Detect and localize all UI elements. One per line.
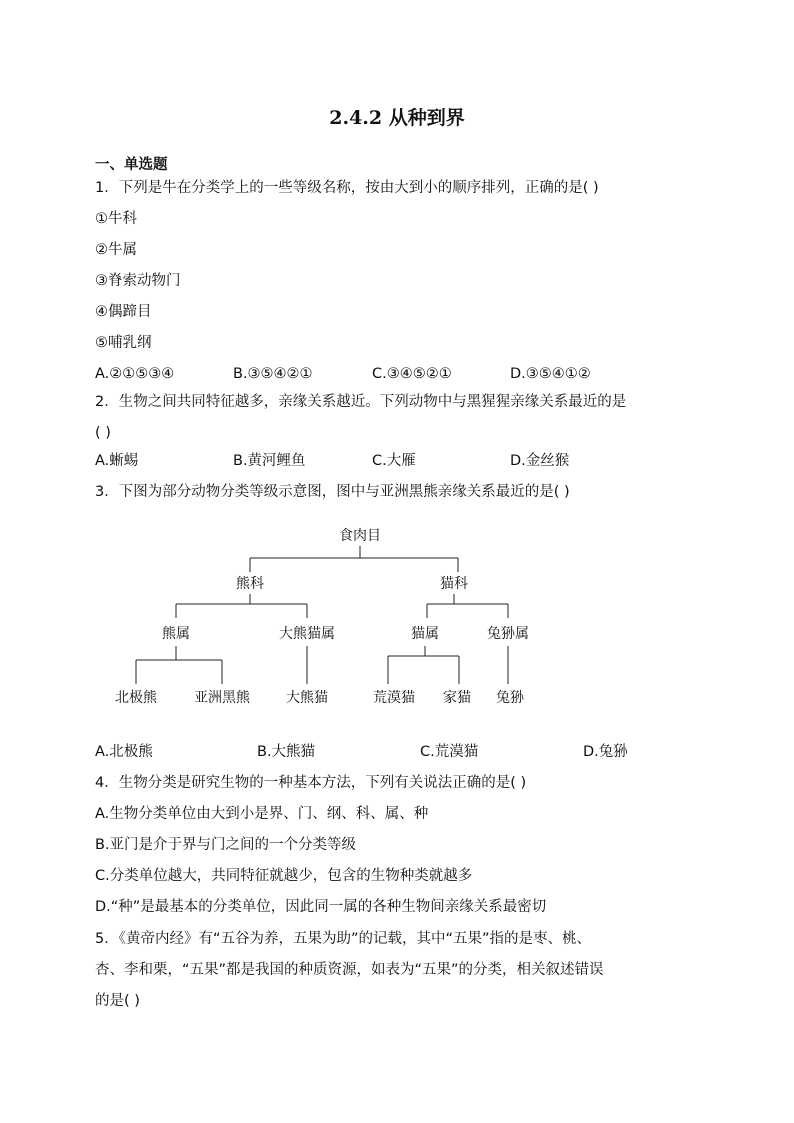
tree-species-giant-panda: 大熊猫: [286, 690, 328, 706]
q4-option-d[interactable]: D.“种”是最基本的分类单位，因此同一属的各种生物间亲缘关系最密切: [95, 899, 547, 915]
tree-family-bear: 熊科: [236, 576, 264, 592]
tree-genus-felis: 猫属: [411, 626, 439, 642]
tree-genus-ursus: 熊属: [162, 626, 190, 642]
q3-option-b[interactable]: B.大熊猫: [257, 744, 316, 760]
q4-stem: 4．生物分类是研究生物的一种基本方法，下列有关说法正确的是( ): [95, 775, 527, 791]
classification-tree-diagram: [0, 520, 794, 720]
q1-option-c[interactable]: C.③④⑤②①: [372, 366, 452, 382]
q1-option-a[interactable]: A.②①⑤③④: [95, 366, 175, 382]
q1-item: ②牛属: [95, 242, 137, 258]
tree-species-asian-black-bear: 亚洲黑熊: [194, 690, 250, 706]
q1-option-b[interactable]: B.③⑤④②①: [233, 366, 313, 382]
tree-species-polar-bear: 北极熊: [115, 690, 157, 706]
q1-stem: 1．下列是牛在分类学上的一些等级名称，按由大到小的顺序排列，正确的是( ): [95, 180, 599, 196]
q2-option-b[interactable]: B.黄河鲤鱼: [233, 453, 306, 469]
q4-option-b[interactable]: B.亚门是介于界与门之间的一个分类等级: [95, 837, 357, 853]
q1-item: ①牛科: [95, 211, 137, 227]
q3-stem: 3．下图为部分动物分类等级示意图，图中与亚洲黑熊亲缘关系最近的是( ): [95, 484, 570, 500]
q1-item: ④偶蹄目: [95, 304, 152, 320]
tree-genus-otocolobus: 兔狲属: [487, 626, 529, 642]
q3-option-d[interactable]: D.兔狲: [583, 744, 628, 760]
q4-option-a[interactable]: A.生物分类单位由大到小是界、门、纲、科、属、种: [95, 806, 429, 822]
q2-option-d[interactable]: D.金丝猴: [510, 453, 570, 469]
tree-family-cat: 猫科: [440, 576, 468, 592]
section-heading: 一、单选题: [95, 157, 168, 173]
q1-item: ⑤哺乳纲: [95, 335, 152, 351]
q2-stem-cont: ( ): [95, 425, 111, 441]
q1-option-d[interactable]: D.③⑤④①②: [510, 366, 591, 382]
q5-stem-line2: 杏、李和栗，“五果”都是我国的种质资源，如表为“五果”的分类，相关叙述错误: [95, 962, 604, 978]
q1-item: ③脊索动物门: [95, 273, 181, 289]
q3-option-a[interactable]: A.北极熊: [95, 744, 153, 760]
q2-stem: 2．生物之间共同特征越多，亲缘关系越近。下列动物中与黑猩猩亲缘关系最近的是: [95, 394, 627, 410]
tree-species-manul: 兔狲: [496, 690, 524, 706]
q5-stem-line1: 5．《黄帝内经》有“五谷为养，五果为助”的记载，其中“五果”指的是枣、桃、: [95, 931, 592, 947]
tree-species-domestic-cat: 家猫: [443, 690, 471, 706]
q4-option-c[interactable]: C.分类单位越大，共同特征就越少，包含的生物种类就越多: [95, 868, 473, 884]
q2-option-c[interactable]: C.大雁: [372, 453, 416, 469]
tree-species-desert-cat: 荒漠猫: [373, 690, 415, 706]
q5-stem-line3: 的是( ): [95, 993, 140, 1009]
tree-genus-panda: 大熊猫属: [279, 626, 335, 642]
tree-root: 食肉目: [339, 528, 381, 544]
q3-option-c[interactable]: C.荒漠猫: [420, 744, 479, 760]
page-title: 2.4.2 从种到界: [329, 107, 465, 129]
q2-option-a[interactable]: A.蜥蜴: [95, 453, 139, 469]
